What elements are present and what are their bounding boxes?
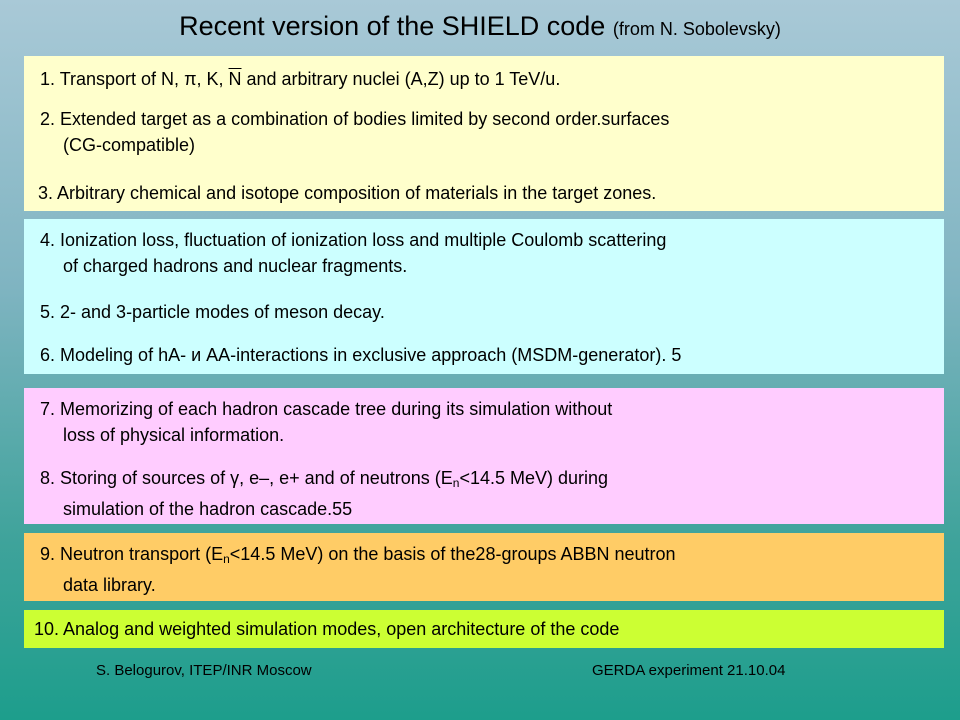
item-10: [34, 616, 619, 642]
item-9-rest: <14.5 MeV) on the basis of the28-groups ABBN neutron: [229, 544, 676, 564]
footer-event: GERDA experiment 21.10.04: [592, 662, 786, 679]
item-9-prefix: 9. Neutron transport (E: [40, 544, 224, 564]
item-1-antineutron: $\overline{N}$: [228, 69, 242, 89]
feature-box-transport: [24, 56, 944, 211]
item-8-gamma: γ: [230, 468, 240, 488]
item-7-line1: 7. Memorizing of each hadron cascade tree during its simulation without: [40, 399, 613, 419]
item-3: [38, 180, 656, 206]
item-8-subscript: n: [452, 476, 460, 490]
item-6: [40, 342, 681, 368]
item-7-line2: loss of physical information.: [63, 425, 285, 445]
feature-box-physics: [24, 219, 944, 374]
slide-title: [0, 8, 960, 47]
item-6-line1: 6. Modeling of hA- и AA-interactions in exclusive approach (MSDM-generator). 5: [40, 345, 682, 365]
item-1: [40, 66, 560, 92]
title-sub: (from N. Sobolevsky): [612, 19, 781, 39]
item-1-pi: π: [184, 69, 197, 89]
item-8-line2: simulation of the hadron cascade.55: [63, 499, 353, 519]
feature-box-neutron: [24, 533, 944, 601]
feature-box-cascade: [24, 388, 944, 524]
footer-author: S. Belogurov, ITEP/INR Moscow: [96, 662, 312, 679]
item-2-line2: (CG-compatible): [63, 135, 196, 155]
item-8: [40, 465, 608, 522]
item-3-line1: 3. Arbitrary chemical and isotope composition of materials in the target zones.: [38, 183, 657, 203]
item-8-rest: <14.5 MeV) during: [459, 468, 609, 488]
item-4-line1: 4. Ionization loss, fluctuation of ionization loss and multiple Coulomb scattering: [40, 230, 667, 250]
item-1-mid: , K,: [196, 69, 229, 89]
item-2: [40, 106, 669, 158]
item-1-prefix: 1. Transport of N,: [40, 69, 185, 89]
item-8-prefix: 8. Storing of sources of: [40, 468, 231, 488]
item-9-line2: data library.: [63, 575, 156, 595]
item-4: [40, 227, 666, 279]
item-2-line1: 2. Extended target as a combination of bodies limited by second order.surfaces: [40, 109, 670, 129]
feature-box-modes: [24, 610, 944, 648]
item-9-subscript: n: [223, 552, 230, 566]
item-9: [40, 541, 676, 598]
title-main: Recent version of the SHIELD code: [179, 11, 606, 41]
item-10-line1: 10. Analog and weighted simulation modes, open architecture of the code: [34, 619, 620, 639]
item-1-rest: and arbitrary nuclei (A,Z) up to 1 TeV/u.: [241, 69, 561, 89]
item-8-mid: , e–, e+ and of neutrons (E: [239, 468, 453, 488]
item-5-line1: 5. 2- and 3-particle modes of meson decay.: [40, 302, 385, 322]
item-7: [40, 396, 612, 448]
item-4-line2: of charged hadrons and nuclear fragments.: [63, 256, 408, 276]
item-5: [40, 299, 385, 325]
